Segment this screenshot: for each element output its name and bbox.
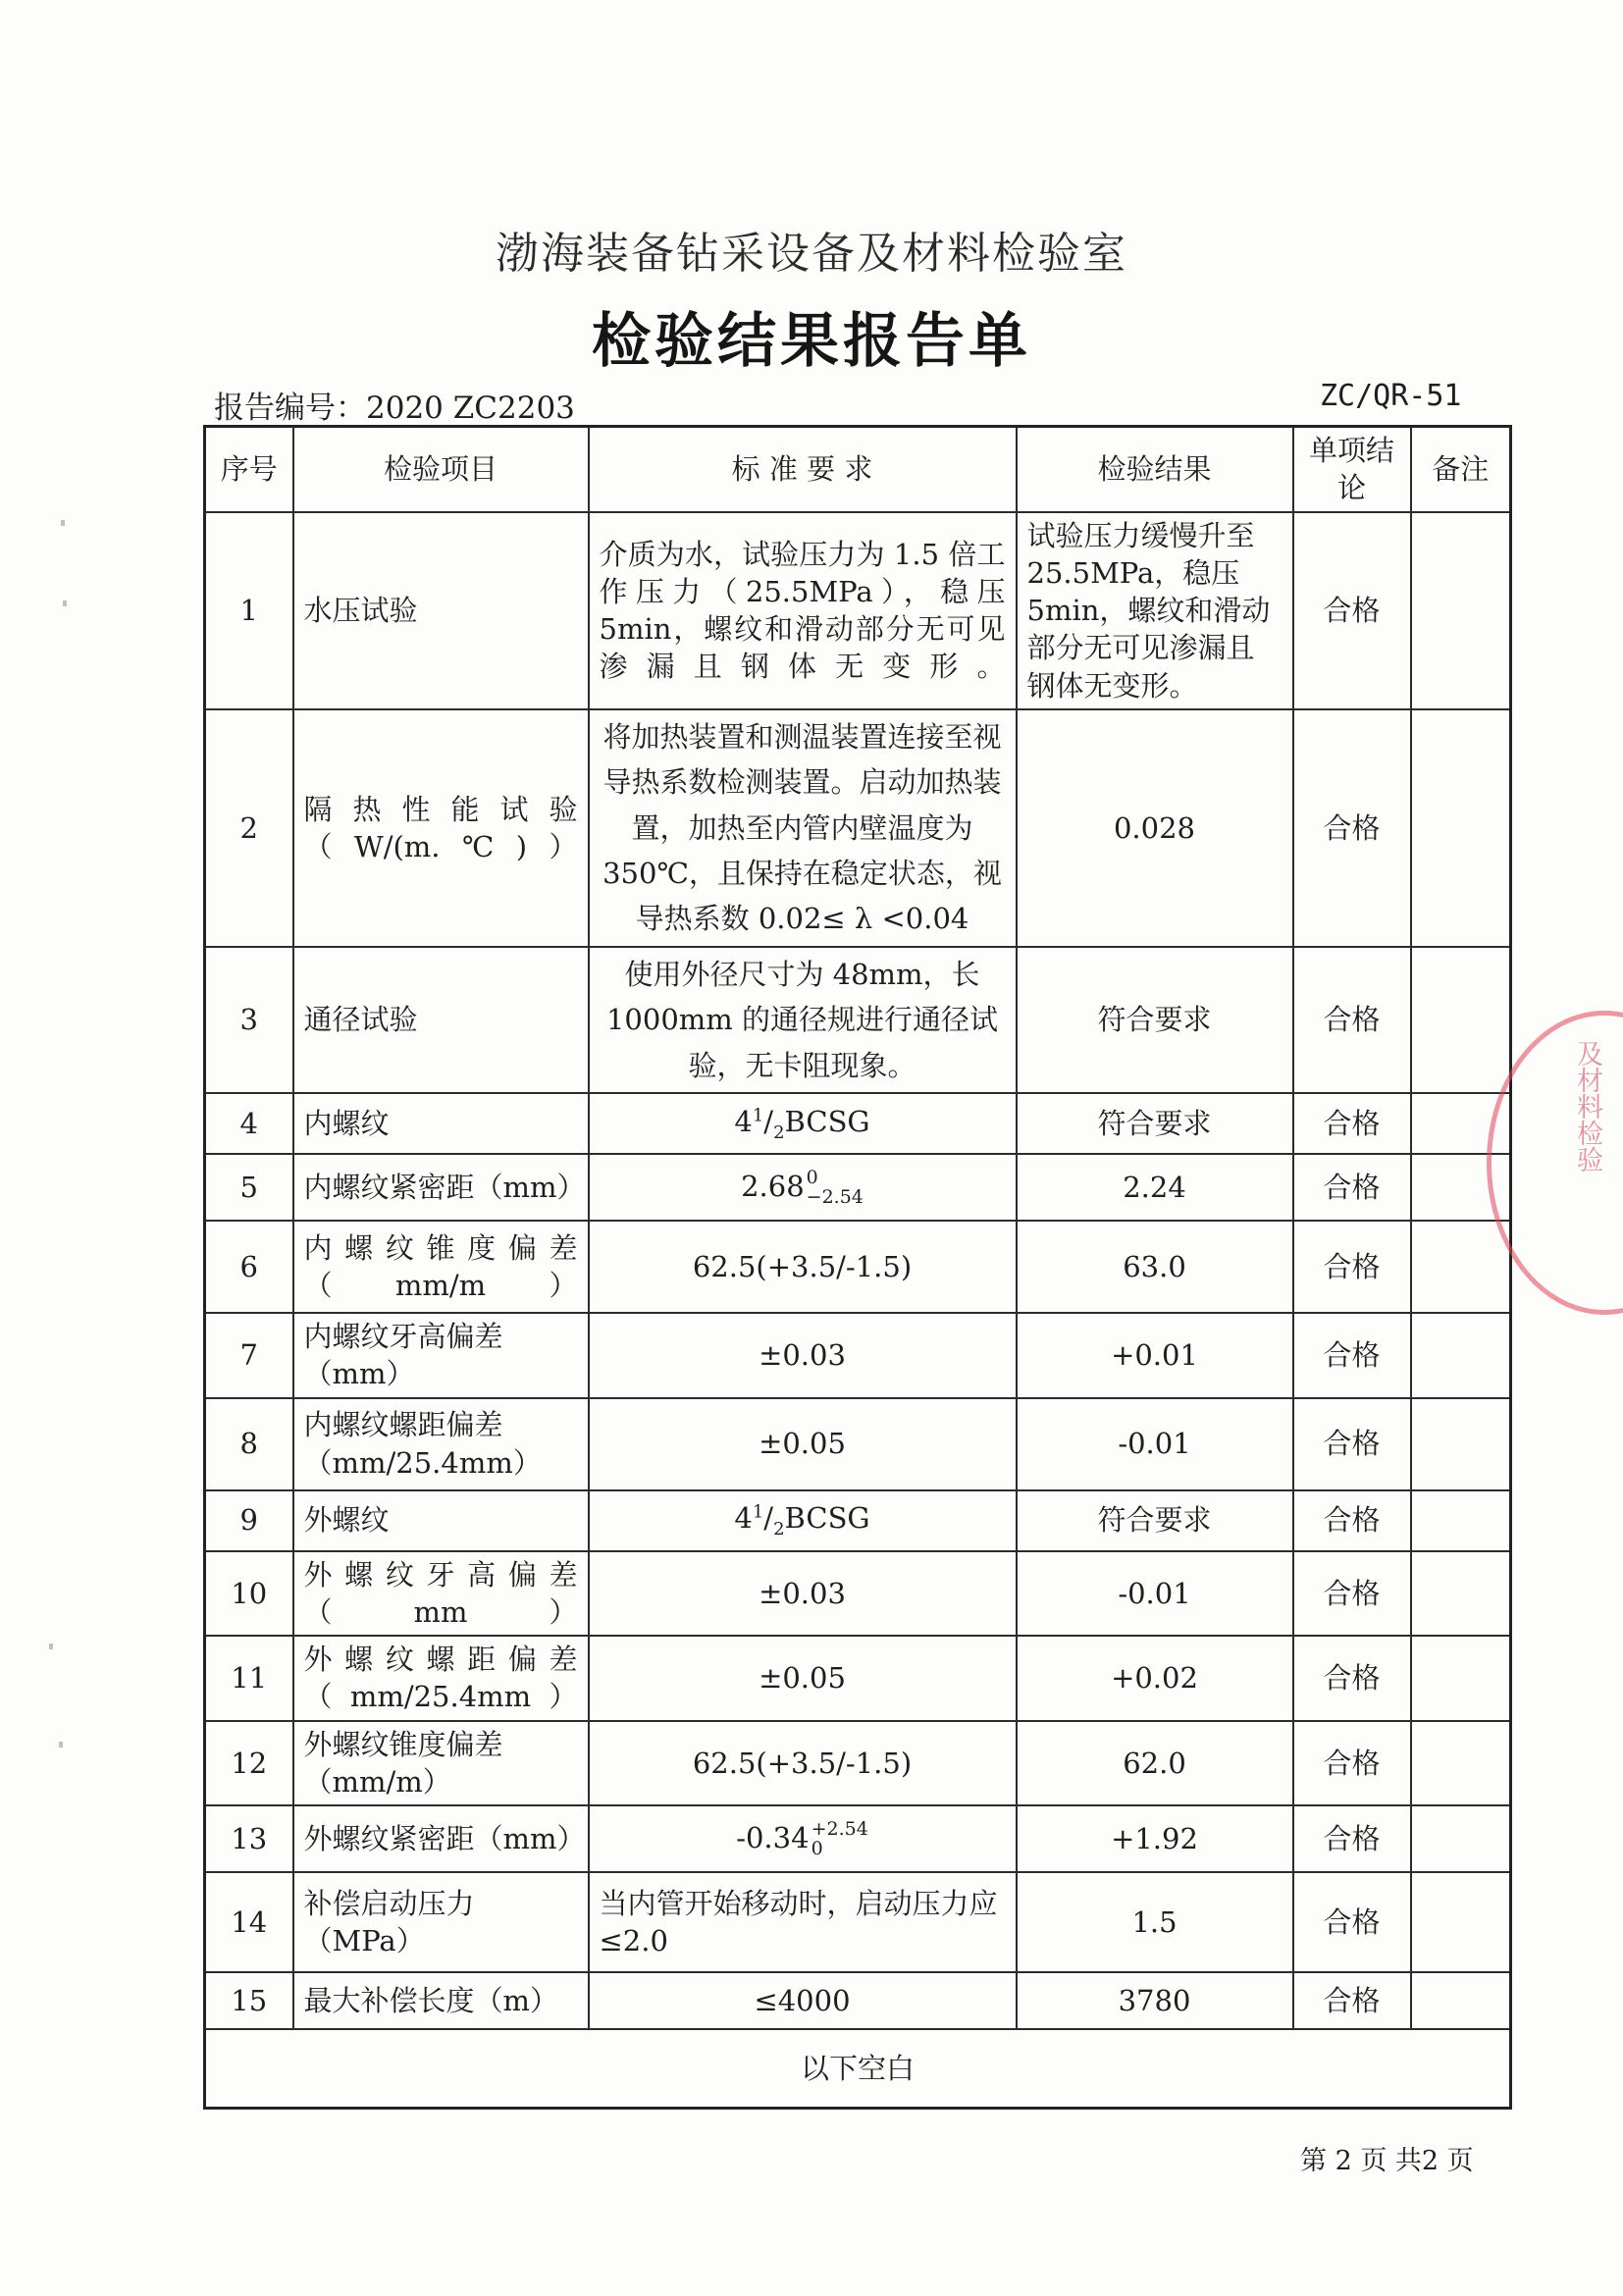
row-conclusion: 合格 [1293, 1490, 1411, 1551]
row-item: 内螺纹牙高偏差（mm） [293, 1313, 589, 1398]
row-conclusion: 合格 [1293, 1872, 1411, 1972]
row-item: 外螺纹紧密距（mm） [293, 1805, 589, 1872]
row-number: 6 [205, 1221, 293, 1313]
table-row [205, 1721, 1511, 1806]
row-note [1411, 1972, 1511, 2029]
row-result: -0.01 [1017, 1551, 1293, 1637]
row-number: 12 [205, 1721, 293, 1806]
row-item: 内螺纹螺距偏差（mm/25.4mm） [293, 1398, 589, 1490]
row-note [1411, 1721, 1511, 1806]
tolerance-upper: 0 [806, 1166, 818, 1188]
row-number: 8 [205, 1398, 293, 1490]
table-row [205, 1490, 1511, 1551]
row-number: 7 [205, 1313, 293, 1398]
row-number: 14 [205, 1872, 293, 1972]
row-number: 10 [205, 1551, 293, 1637]
table-row [205, 1805, 1511, 1872]
row-number: 5 [205, 1154, 293, 1221]
thread-size-slash: / [763, 1104, 774, 1138]
row-conclusion: 合格 [1293, 1805, 1411, 1872]
scan-speck [61, 520, 65, 526]
row-conclusion: 合格 [1293, 1972, 1411, 2029]
row-requirement: 62.5(+3.5/-1.5) [589, 1221, 1017, 1313]
row-item: 最大补偿长度（m） [293, 1972, 589, 2029]
row-number: 3 [205, 947, 293, 1093]
row-conclusion: 合格 [1293, 512, 1411, 709]
row-requirement: 62.5(+3.5/-1.5) [589, 1721, 1017, 1806]
row-result: -0.01 [1017, 1398, 1293, 1490]
row-item: 内螺纹 [293, 1093, 589, 1154]
row-result: 62.0 [1017, 1721, 1293, 1806]
table-row [205, 512, 1511, 709]
row-item: 外螺纹牙高偏差（mm） [293, 1551, 589, 1637]
row-note [1411, 1490, 1511, 1551]
page-number: 第 2 页 共2 页 [1300, 2146, 1474, 2176]
header-requirement: 标 准 要 求 [589, 427, 1017, 512]
table-row [205, 1636, 1511, 1721]
row-result: +0.02 [1017, 1636, 1293, 1721]
report-number: 报告编号：2020 ZC2203 [214, 391, 575, 426]
row-item: 水压试验 [293, 512, 589, 709]
row-item: 内螺纹紧密距（mm） [293, 1154, 589, 1221]
row-result: 63.0 [1017, 1221, 1293, 1313]
form-code: ZC/QR-51 [1320, 379, 1462, 413]
row-result: 2.24 [1017, 1154, 1293, 1221]
row-result: +0.01 [1017, 1313, 1293, 1398]
row-requirement: ±0.03 [589, 1551, 1017, 1637]
row-note [1411, 1398, 1511, 1490]
thread-type: BCSG [784, 1104, 870, 1138]
row-note [1411, 1221, 1511, 1313]
row-result: 符合要求 [1017, 1093, 1293, 1154]
scan-speck [59, 1742, 63, 1748]
row-note [1411, 1636, 1511, 1721]
row-requirement: 使用外径尺寸为 48mm，长1000mm 的通径规进行通径试验，无卡阻现象。 [589, 947, 1017, 1093]
table-row [205, 1313, 1511, 1398]
row-conclusion: 合格 [1293, 1636, 1411, 1721]
table-row [205, 1221, 1511, 1313]
row-result: 符合要求 [1017, 947, 1293, 1093]
row-note [1411, 1872, 1511, 1972]
row-note [1411, 1551, 1511, 1637]
row-requirement: ±0.05 [589, 1398, 1017, 1490]
table-row [205, 1872, 1511, 1972]
tolerance-main: -0.34 [736, 1820, 810, 1854]
scan-speck [49, 1644, 53, 1649]
row-conclusion: 合格 [1293, 709, 1411, 947]
row-result: 试验压力缓慢升至25.5MPa，稳压5min，螺纹和滑动部分无可见渗漏且钢体无变形。 [1017, 512, 1293, 709]
header-note: 备注 [1411, 427, 1511, 512]
row-item: 内螺纹锥度偏差（mm/m） [293, 1221, 589, 1313]
row-result: +1.92 [1017, 1805, 1293, 1872]
blank-row-text: 以下空白 [205, 2029, 1511, 2108]
table-row [205, 1093, 1511, 1154]
row-item: 外螺纹螺距偏差（mm/25.4mm） [293, 1636, 589, 1721]
table-row [205, 1154, 1511, 1221]
row-result: 1.5 [1017, 1872, 1293, 1972]
row-conclusion: 合格 [1293, 1093, 1411, 1154]
table-row [205, 1551, 1511, 1637]
row-item: 补偿启动压力（MPa） [293, 1872, 589, 1972]
row-conclusion: 合格 [1293, 1154, 1411, 1221]
seal-text: 及材料检验 [1572, 1040, 1602, 1173]
thread-size-denominator: 2 [773, 1122, 785, 1143]
row-requirement [589, 1805, 1017, 1872]
tolerance-stack [811, 1817, 868, 1859]
row-requirement: ±0.03 [589, 1313, 1017, 1398]
row-result: 符合要求 [1017, 1490, 1293, 1551]
row-item: 隔热性能试验（W/(m.℃)） [293, 709, 589, 947]
row-note [1411, 947, 1511, 1093]
row-requirement: ±0.05 [589, 1636, 1017, 1721]
row-number: 1 [205, 512, 293, 709]
row-number: 11 [205, 1636, 293, 1721]
row-number: 15 [205, 1972, 293, 2029]
row-result: 3780 [1017, 1972, 1293, 2029]
thread-size-whole: 4 [734, 1501, 753, 1536]
table-header-row [205, 427, 1511, 512]
header-sequence: 序号 [205, 427, 293, 512]
row-requirement: ≤4000 [589, 1972, 1017, 2029]
header-result: 检验结果 [1017, 427, 1293, 512]
row-conclusion: 合格 [1293, 1721, 1411, 1806]
thread-size-numerator: 1 [752, 1105, 764, 1126]
blank-row [205, 2029, 1511, 2108]
thread-size-denominator: 2 [773, 1519, 785, 1540]
tolerance-lower: 0 [811, 1837, 823, 1859]
scan-speck [63, 600, 67, 606]
table-row [205, 1972, 1511, 2029]
row-item: 外螺纹 [293, 1490, 589, 1551]
tolerance-stack [806, 1166, 864, 1208]
header-conclusion: 单项结论 [1293, 427, 1411, 512]
row-note [1411, 709, 1511, 947]
row-number: 13 [205, 1805, 293, 1872]
row-requirement: 介质为水，试验压力为 1.5 倍工作压力（25.5MPa），稳压 5min，螺纹和滑动部分无可见渗漏且钢体无变形。 [589, 512, 1017, 709]
document-title: 检验结果报告单 [592, 307, 1031, 376]
thread-type: BCSG [784, 1501, 870, 1536]
row-conclusion: 合格 [1293, 1398, 1411, 1490]
row-conclusion: 合格 [1293, 1551, 1411, 1637]
row-number: 2 [205, 709, 293, 947]
row-requirement [589, 1154, 1017, 1221]
header-item: 检验项目 [293, 427, 589, 512]
tolerance-lower: −2.54 [806, 1185, 864, 1208]
row-item: 通径试验 [293, 947, 589, 1093]
row-item: 外螺纹锥度偏差（mm/m） [293, 1721, 589, 1806]
tolerance-main: 2.68 [741, 1169, 805, 1203]
row-number: 4 [205, 1093, 293, 1154]
row-note [1411, 1313, 1511, 1398]
thread-size-slash: / [763, 1501, 774, 1536]
row-result: 0.028 [1017, 709, 1293, 947]
row-note [1411, 1805, 1511, 1872]
row-conclusion: 合格 [1293, 1313, 1411, 1398]
row-note [1411, 512, 1511, 709]
row-requirement [589, 1093, 1017, 1154]
table-row [205, 947, 1511, 1093]
thread-size-numerator: 1 [752, 1501, 764, 1523]
row-requirement: 将加热装置和测温装置连接至视导热系数检测装置。启动加热装置，加热至内管内壁温度为350℃，且保持在稳定状态，视导热系数 0.02≤ λ <0.04 [589, 709, 1017, 947]
thread-size-whole: 4 [734, 1104, 753, 1138]
row-number: 9 [205, 1490, 293, 1551]
tolerance-upper: +2.54 [811, 1817, 868, 1840]
table-row [205, 1398, 1511, 1490]
organization-title: 渤海装备钻采设备及材料检验室 [496, 229, 1127, 279]
row-requirement [589, 1490, 1017, 1551]
row-conclusion: 合格 [1293, 947, 1411, 1093]
inspection-results-table [203, 425, 1512, 2110]
row-conclusion: 合格 [1293, 1221, 1411, 1313]
table-row [205, 709, 1511, 947]
row-requirement: 当内管开始移动时，启动压力应≤2.0 [589, 1872, 1017, 1972]
